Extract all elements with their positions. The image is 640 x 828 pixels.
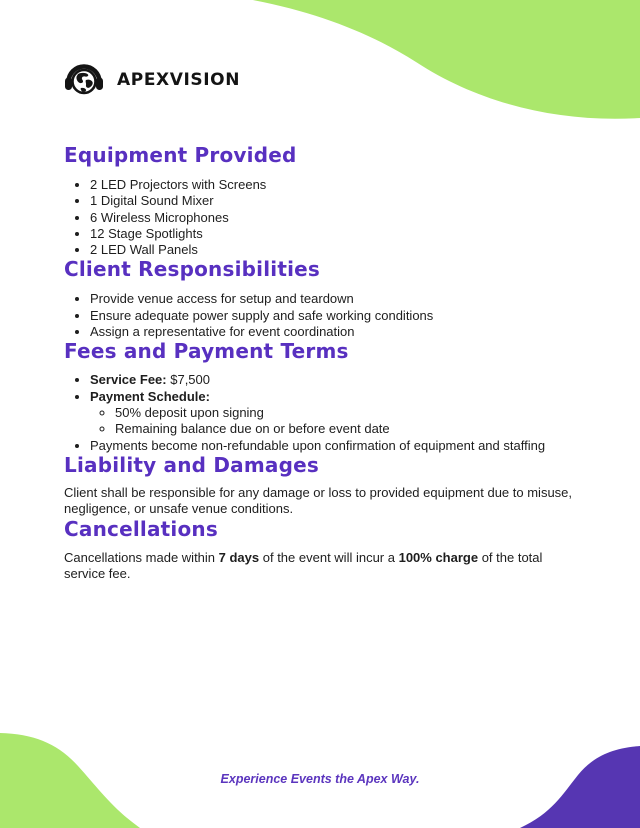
payment-schedule-sublist	[90, 405, 576, 438]
fees-list	[64, 372, 576, 453]
cancellations-bold-charge: 100% charge	[398, 549, 479, 565]
list-item: • 2 LED Projectors with Screens	[90, 177, 576, 193]
list-item: • Ensure adequate power supply and safe working conditions	[90, 308, 576, 324]
section-heading-client-responsibilities: Client Responsibilities	[64, 257, 321, 282]
list-item: • Provide venue access for setup and teardown	[90, 291, 576, 307]
cancellations-text: of the event will incur a	[259, 549, 399, 565]
sub-list-item: ◦ 50% deposit upon signing	[115, 405, 576, 421]
equipment-list	[64, 177, 576, 258]
list-item: • 1 Digital Sound Mixer	[90, 193, 576, 209]
footer-tagline: Experience Events the Apex Way.	[220, 772, 420, 786]
service-fee-label: Service Fee:	[90, 372, 167, 388]
list-item: • 2 LED Wall Panels	[90, 242, 576, 258]
list-item-payment-schedule	[90, 389, 576, 438]
list-item-refund-note: • Payments become non-refundable upon confirmation of equipment and staffing	[90, 438, 576, 454]
cancellations-text: of the total service fee.	[64, 549, 543, 582]
service-fee-value: $7,500	[170, 372, 210, 388]
sub-list-item: ◦ Remaining balance due on or before event date	[115, 421, 576, 437]
section-heading-equipment: Equipment Provided	[64, 143, 297, 167]
liability-paragraph: Client shall be responsible for any damage or loss to provided equipment due to misuse, negligence, or unsafe venue conditions.	[64, 484, 573, 517]
globe-headphones-icon	[64, 60, 104, 100]
list-item-service-fee	[90, 372, 576, 388]
cancellations-paragraph	[64, 550, 576, 583]
section-heading-cancellations: Cancellations	[64, 516, 218, 541]
client-responsibilities-list	[64, 291, 576, 340]
cancellations-bold-days: 7 days	[218, 549, 260, 565]
list-item: • Assign a representative for event coordination	[90, 324, 576, 340]
section-heading-liability: Liability and Damages	[64, 452, 319, 477]
cancellations-text: Cancellations made within	[64, 549, 219, 565]
list-item: • 12 Stage Spotlights	[90, 226, 576, 242]
brand-name: APEXVISION	[117, 70, 241, 90]
section-heading-fees: Fees and Payment Terms	[64, 339, 349, 364]
brand-logo	[64, 60, 240, 100]
list-item: • 6 Wireless Microphones	[90, 210, 576, 226]
document-body	[64, 144, 576, 583]
payment-schedule-label: Payment Schedule:	[90, 388, 210, 404]
